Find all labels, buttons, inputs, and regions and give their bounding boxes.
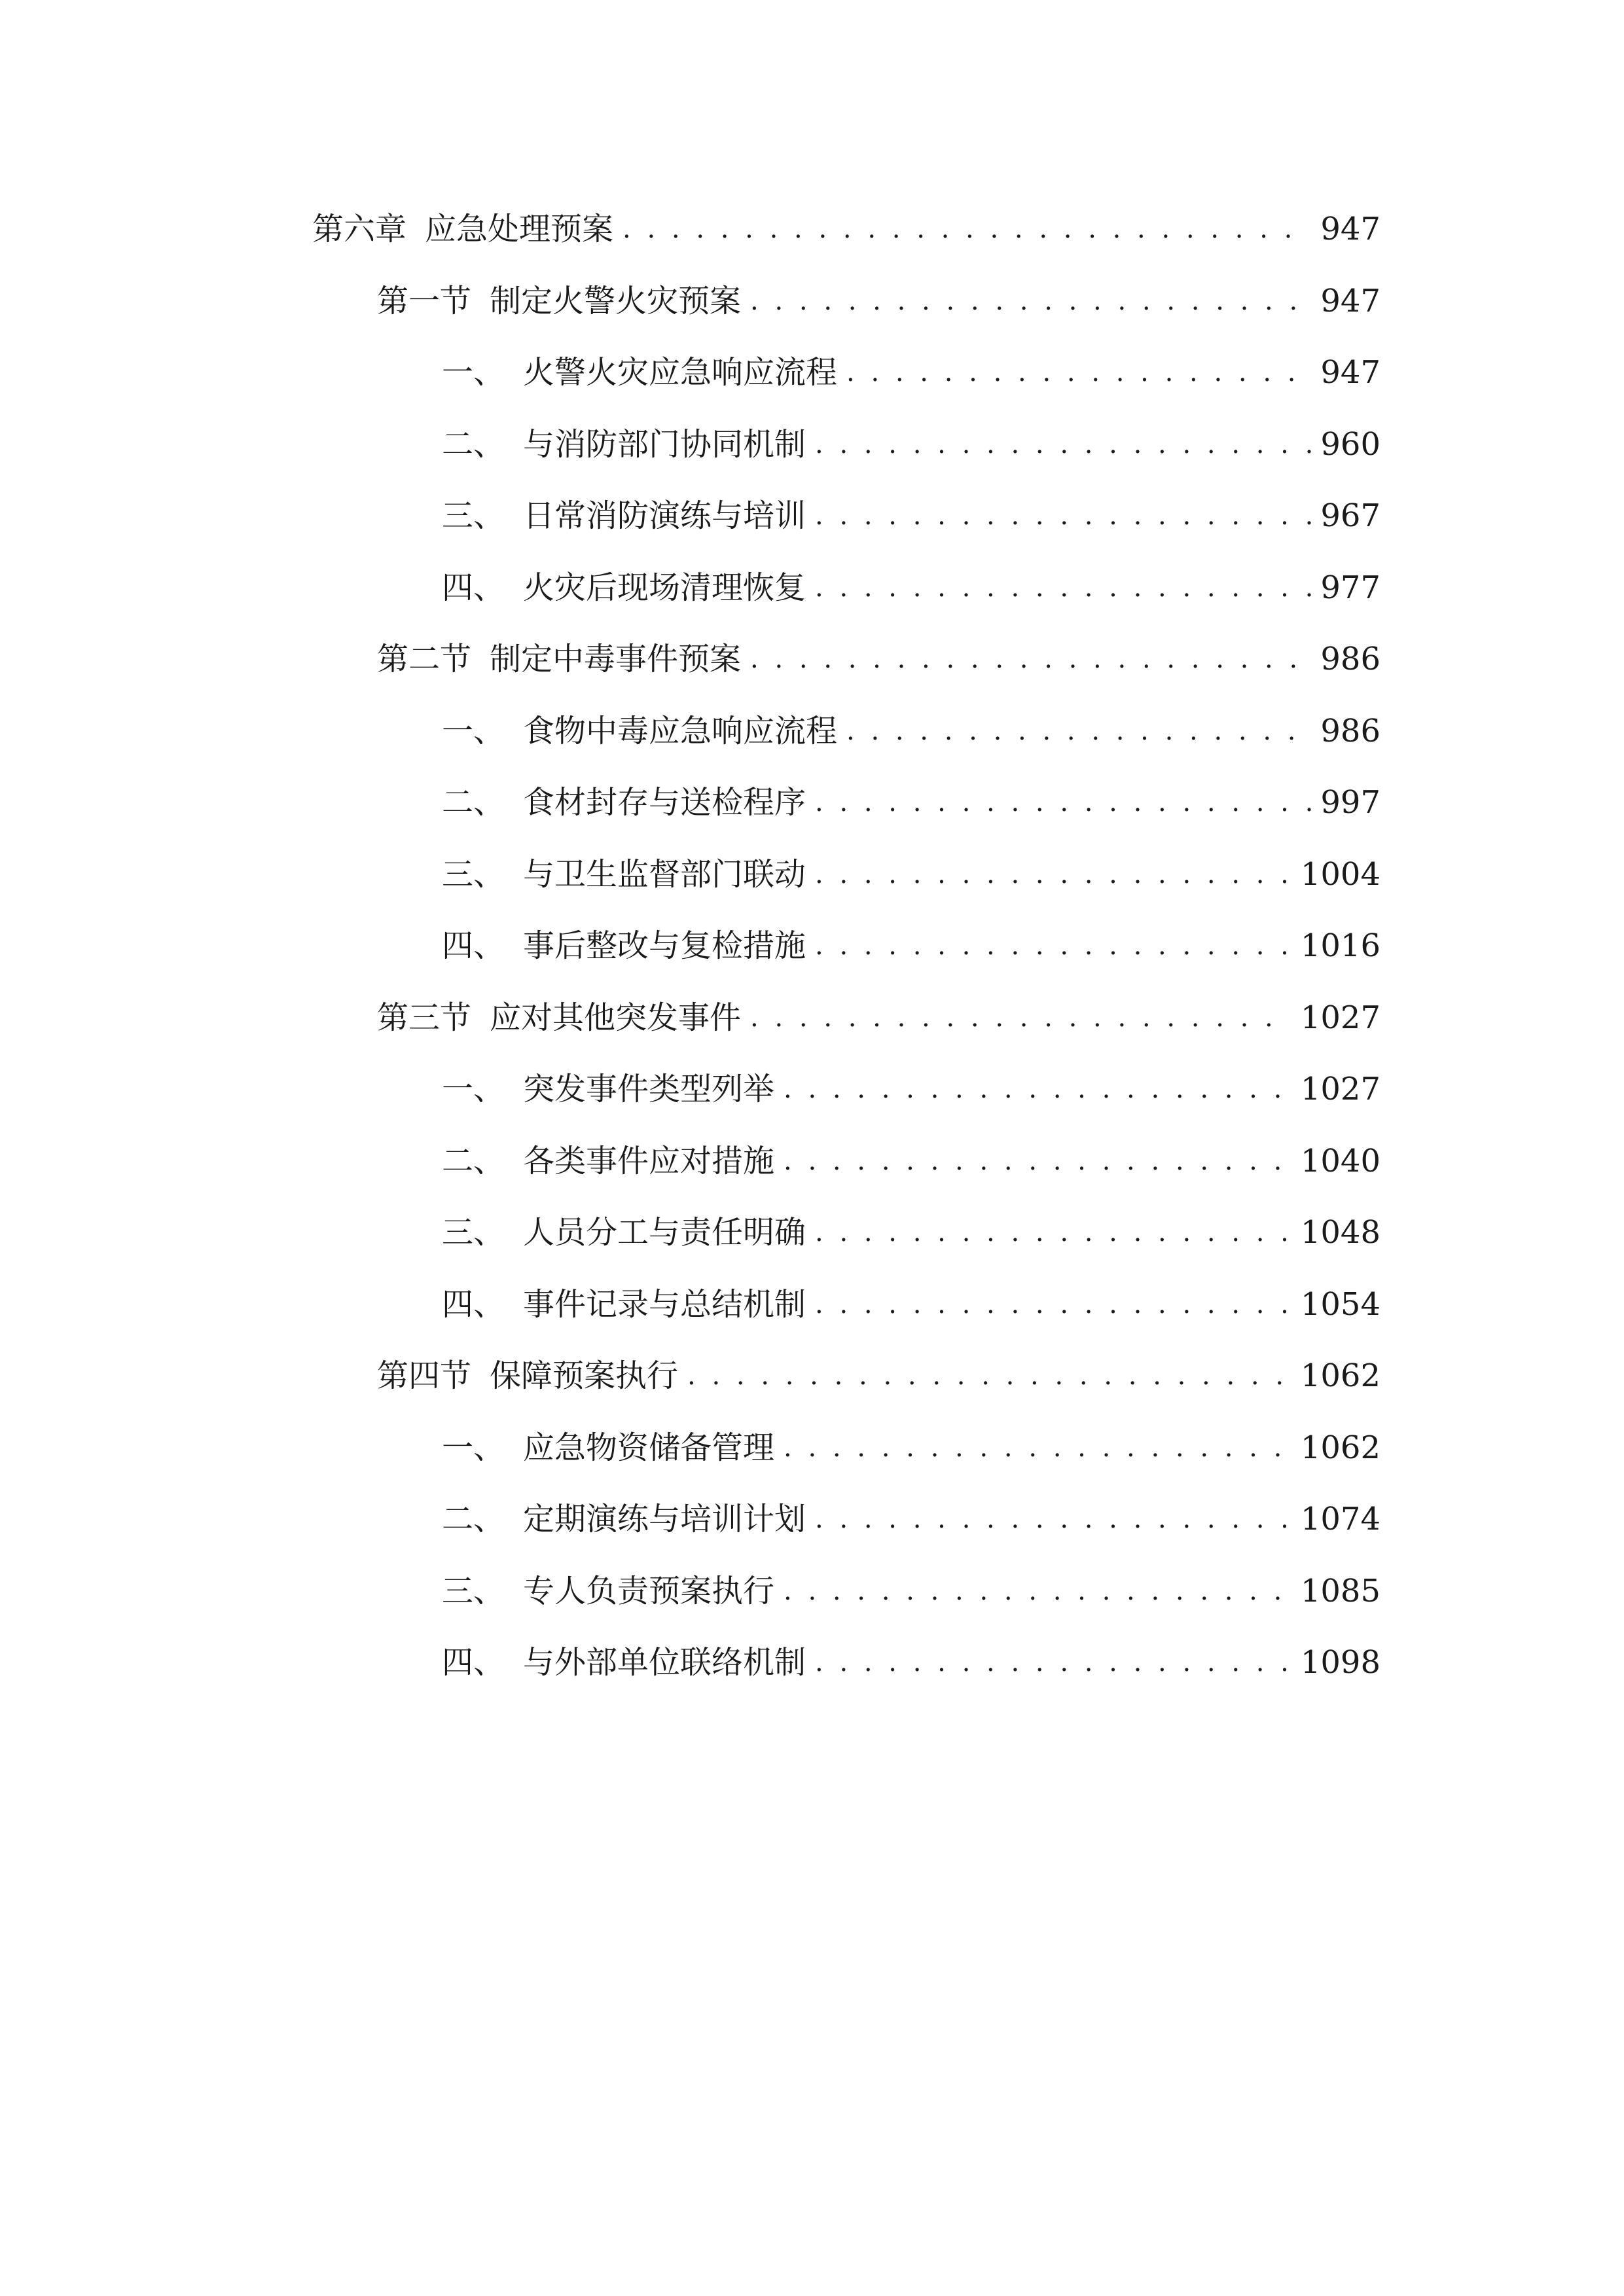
section-prefix: 第一节 <box>377 283 472 319</box>
page-number: 947 <box>1320 283 1380 319</box>
chapter-label <box>312 203 425 255</box>
toc-item-row[interactable] <box>442 562 1380 614</box>
dot-leader <box>623 203 1311 255</box>
item-number: 一、 <box>442 354 505 391</box>
toc-item-row[interactable] <box>442 418 1380 471</box>
dot-leader <box>815 776 1311 829</box>
item-title: 食物中毒应急响应流程 <box>523 713 838 749</box>
dot-leader <box>815 848 1291 901</box>
toc-item-row[interactable] <box>442 346 1380 399</box>
dot-leader <box>750 992 1291 1044</box>
page-number: 997 <box>1320 784 1380 821</box>
page-number: 986 <box>1320 641 1380 677</box>
item-title: 火警火灾应急响应流程 <box>523 354 838 391</box>
page-number: 1027 <box>1300 999 1380 1036</box>
toc-item-row[interactable] <box>442 776 1380 829</box>
dot-leader <box>784 1135 1291 1187</box>
section-label <box>377 1350 490 1402</box>
page-number: 1040 <box>1300 1143 1380 1179</box>
item-number: 三、 <box>442 856 505 893</box>
dot-leader <box>815 920 1291 972</box>
item-title: 各类事件应对措施 <box>523 1143 775 1179</box>
item-number: 三、 <box>442 1573 505 1609</box>
dot-leader <box>815 490 1311 542</box>
page-number: 960 <box>1320 426 1380 463</box>
page-number: 1085 <box>1300 1573 1380 1609</box>
toc-section-row[interactable] <box>377 275 1380 327</box>
section-label <box>377 992 490 1044</box>
item-number: 二、 <box>442 1143 505 1179</box>
section-prefix: 第二节 <box>377 641 472 677</box>
dot-leader <box>815 1278 1291 1331</box>
toc-item-row[interactable] <box>442 1636 1380 1689</box>
dot-leader <box>784 1063 1291 1115</box>
dot-leader <box>846 346 1311 399</box>
toc-item-row[interactable] <box>442 1493 1380 1545</box>
item-number: 一、 <box>442 1071 505 1107</box>
item-title: 与外部单位联络机制 <box>523 1644 806 1681</box>
toc-section-row[interactable] <box>377 992 1380 1044</box>
toc-section-row[interactable] <box>377 633 1380 685</box>
section-title: 应对其他突发事件 <box>490 999 742 1036</box>
dot-leader <box>750 275 1311 327</box>
item-title: 专人负责预案执行 <box>523 1573 775 1609</box>
item-title: 人员分工与责任明确 <box>523 1214 806 1251</box>
page-number: 947 <box>1320 211 1380 247</box>
page-number: 1054 <box>1300 1286 1380 1323</box>
toc-item-row[interactable] <box>442 1206 1380 1259</box>
item-number: 四、 <box>442 927 505 964</box>
item-number: 一、 <box>442 713 505 749</box>
toc-item-row[interactable] <box>442 1278 1380 1331</box>
page-number: 1027 <box>1300 1071 1380 1107</box>
item-number: 四、 <box>442 569 505 606</box>
chapter-prefix: 第六章 <box>312 211 407 247</box>
item-title: 定期演练与培训计划 <box>523 1501 806 1537</box>
item-title: 应急物资储备管理 <box>523 1429 775 1466</box>
page-number: 1048 <box>1300 1214 1380 1251</box>
item-number: 二、 <box>442 426 505 463</box>
section-title: 保障预案执行 <box>490 1357 679 1394</box>
page-number: 1062 <box>1300 1429 1380 1466</box>
section-prefix: 第四节 <box>377 1357 472 1394</box>
item-title: 事后整改与复检措施 <box>523 927 806 964</box>
page-number: 947 <box>1320 354 1380 391</box>
toc-item-row[interactable] <box>442 705 1380 757</box>
item-title: 食材封存与送检程序 <box>523 784 806 821</box>
toc-item-row[interactable] <box>442 1135 1380 1187</box>
dot-leader <box>784 1422 1291 1474</box>
toc-item-row[interactable] <box>442 920 1380 972</box>
dot-leader <box>846 705 1311 757</box>
section-label <box>377 633 490 685</box>
chapter-title: 应急处理预案 <box>425 211 614 247</box>
toc-chapter-row[interactable] <box>312 203 1380 255</box>
page-number: 1098 <box>1300 1644 1380 1681</box>
item-title: 与消防部门协同机制 <box>523 426 806 463</box>
item-title: 火灾后现场清理恢复 <box>523 569 806 606</box>
page-number: 1004 <box>1300 856 1380 893</box>
page-number: 967 <box>1320 497 1380 534</box>
item-title: 日常消防演练与培训 <box>523 497 806 534</box>
dot-leader <box>815 1206 1291 1259</box>
item-number: 四、 <box>442 1286 505 1323</box>
section-title: 制定中毒事件预案 <box>490 641 742 677</box>
toc-item-row[interactable] <box>442 1422 1380 1474</box>
page-number: 1016 <box>1300 927 1380 964</box>
item-title: 事件记录与总结机制 <box>523 1286 806 1323</box>
page-number: 1062 <box>1300 1357 1380 1394</box>
dot-leader <box>815 1493 1291 1545</box>
toc-item-row[interactable] <box>442 490 1380 542</box>
dot-leader <box>687 1350 1291 1402</box>
dot-leader <box>815 1636 1291 1689</box>
dot-leader <box>784 1565 1291 1617</box>
toc-item-row[interactable] <box>442 1063 1380 1115</box>
section-prefix: 第三节 <box>377 999 472 1036</box>
item-number: 一、 <box>442 1429 505 1466</box>
page-number: 986 <box>1320 713 1380 749</box>
section-label <box>377 275 490 327</box>
item-number: 四、 <box>442 1644 505 1681</box>
toc-item-row[interactable] <box>442 848 1380 901</box>
page-number: 1074 <box>1300 1501 1380 1537</box>
dot-leader <box>750 633 1311 685</box>
toc-section-row[interactable] <box>377 1350 1380 1402</box>
toc-item-row[interactable] <box>442 1565 1380 1617</box>
dot-leader <box>815 562 1311 614</box>
item-number: 二、 <box>442 784 505 821</box>
item-number: 三、 <box>442 497 505 534</box>
item-number: 三、 <box>442 1214 505 1251</box>
item-number: 二、 <box>442 1501 505 1537</box>
item-title: 与卫生监督部门联动 <box>523 856 806 893</box>
dot-leader <box>815 418 1311 471</box>
section-title: 制定火警火灾预案 <box>490 283 742 319</box>
page-number: 977 <box>1320 569 1380 606</box>
item-title: 突发事件类型列举 <box>523 1071 775 1107</box>
